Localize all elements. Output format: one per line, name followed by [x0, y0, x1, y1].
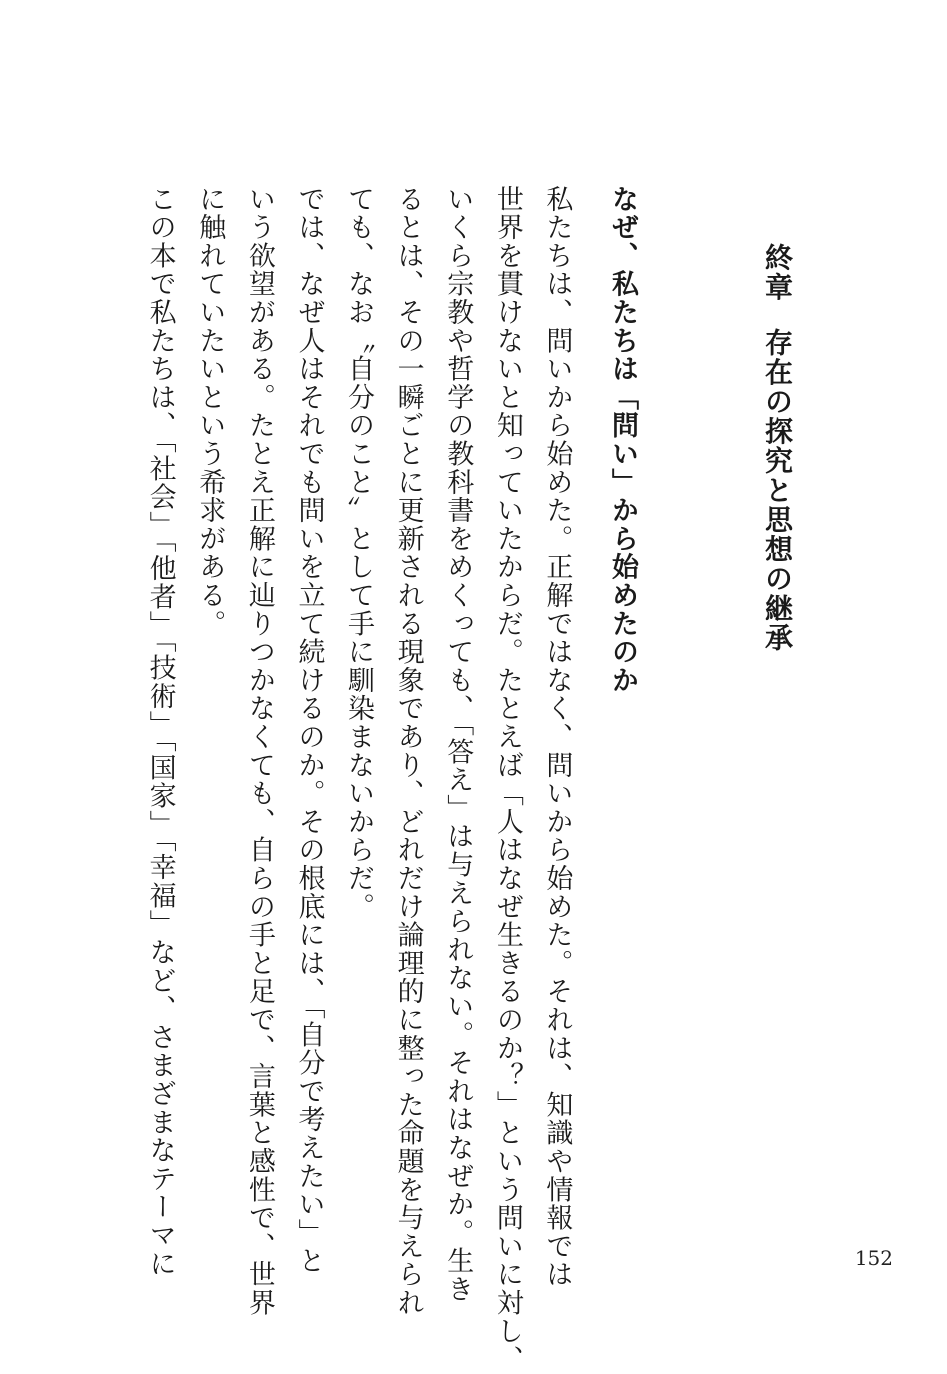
body-line: では、なぜ人はそれでも問いを立て続けるのか。その根底には、「自分で考えたい」と: [293, 185, 325, 1276]
body-line: るとは、その一瞬ごとに更新される現象であり、どれだけ論理的に整った命題を与えられ: [392, 185, 424, 1317]
page-body: [135, 185, 797, 1374]
page-number: 152: [854, 1246, 893, 1270]
chapter-label: 終章: [761, 243, 794, 302]
body-line: 私たちは、問いから始めた。正解ではなく、問いから始めた。それは、知識や情報では: [541, 185, 573, 1289]
body-line: いくら宗教や哲学の教科書をめくっても、「答え」は与えられない。それはなぜか。生き: [442, 185, 474, 1304]
chapter-title-text: 存在の探究と思想の継承: [761, 328, 794, 653]
body-line: 世界を貫けないと知っていたからだ。たとえば「人はなぜ生きるのか？」という問いに対し、: [491, 185, 523, 1374]
body-line: に触れていたいという希求がある。: [194, 185, 226, 638]
body-line: いう欲望がある。たとえ正解に辿りつかなくても、自らの手と足で、言葉と感性で、世界: [243, 185, 275, 1317]
body-line: ても、なお〝自分のこと〟として手に馴染まないからだ。: [343, 185, 375, 921]
section-heading: なぜ、私たちは「問い」から始めたのか: [607, 185, 638, 695]
body-line: この本で私たちは、「社会」「他者」「技術」「国家」「幸福」など、さまざまなテーマに: [144, 185, 176, 1278]
